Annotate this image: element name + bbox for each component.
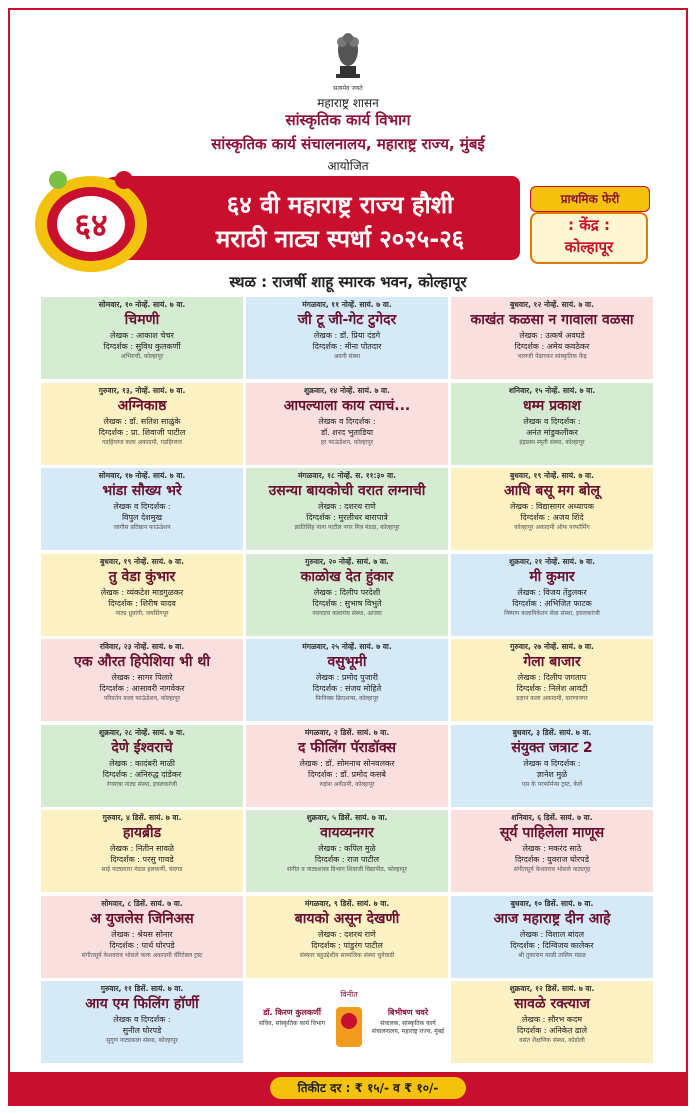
show-line-1: लेखक : कादंबरी माळी <box>109 758 175 768</box>
show-cell <box>40 296 244 380</box>
show-title: आज महाराष्ट्र दीन आहे <box>493 910 611 927</box>
show-date: सोमवार, १७ नोव्हें. सायं. ७ वा. <box>98 471 186 480</box>
show-line-1: लेखक : श्रेयस सोनार <box>111 929 173 939</box>
show-line-1: लेखक व दिग्दर्शक : <box>523 416 581 426</box>
show-organization: साई नाट्यधारा मंडळ हलकर्णी, चंदगड <box>101 866 183 873</box>
secretary-title: सचिव, सांस्कृतिक कार्य विभाग <box>258 1020 326 1027</box>
preliminary-round-badge: प्राथमिक फेरी <box>530 186 650 212</box>
director-name: बिभीषण चवरे <box>387 1008 429 1017</box>
show-date: गुरुवार, ४ डिसें. सायं. ७ वा. <box>102 813 182 822</box>
director-title: संचालक, सांस्कृतिक कार्य संचालनालय, महाराष्ट्र राज्य, मुंबई <box>371 1020 445 1035</box>
show-organization: कोल्हापूर अकादमी ऑफ परफॉर्मिंग <box>514 524 590 531</box>
show-line-2: दिग्दर्शक : पार्थ घोरपडे <box>109 940 175 950</box>
show-line-2: दिग्दर्शक : अनिकेत ढाले <box>516 1026 588 1035</box>
show-line-1: लेखक : सागर पिलारे <box>111 673 173 682</box>
show-cell <box>450 382 654 466</box>
show-cell <box>40 553 244 637</box>
show-organization: परिवर्तन कला फाऊंडेशन, कोल्हापूर <box>103 695 181 702</box>
show-date: मंगळवार, २५ नोव्हें. सायं. ७ वा. <box>302 642 392 651</box>
show-organization: रंगयात्रा नाट्य संस्था, इचलकरंजी <box>107 780 177 788</box>
show-cell <box>40 724 244 808</box>
show-title: काखंत कळसा न गावाला वळसा <box>470 312 634 328</box>
show-date: बुधवार, १९ नोव्हें. सायं. ७ वा. <box>510 471 594 480</box>
show-date: बुधवार, १० डिसें. सायं. ७ वा. <box>510 898 594 908</box>
show-organization: फिनिक्स क्रिएशन्स, कोल्हापूर <box>315 695 379 702</box>
show-organization: प्रज्ञान कला अकादमी, वारणानगर <box>516 695 588 702</box>
show-cell <box>245 382 449 466</box>
motto-text: सत्यमेव जयते <box>333 85 363 92</box>
show-cell <box>450 467 654 551</box>
show-title: देणे ईश्वराचे <box>111 739 173 756</box>
show-organization: इंद्रप्रस्थ स्मृती संस्था, कोल्हापूर <box>519 438 585 446</box>
show-cell <box>40 382 244 466</box>
show-date: बुधवार, १९ नोव्हें. सायं. ७ वा. <box>100 556 184 566</box>
show-line-2: विपुल देशमुख <box>121 513 163 522</box>
show-organization: संस्कार बहुउद्देशीय सामाजिक संस्था चुयेवाडी <box>299 951 395 959</box>
show-title: बायको असून देखणी <box>294 910 400 927</box>
show-title: तु वेडा कुंभार <box>108 568 176 585</box>
show-title: अग्निकाष्ठ <box>117 397 167 414</box>
show-cell <box>40 895 244 979</box>
show-organization: क्रांतिसिंह नाना पाटील नगर मित्र मंडळ, कोल्हापूर <box>294 524 400 531</box>
show-title: मी कुमार <box>529 568 575 585</box>
show-title: उसन्या बायकोची वरात लग्नाची <box>268 483 426 499</box>
show-title: वायव्यनगर <box>320 825 374 841</box>
show-cell <box>450 553 654 637</box>
show-organization: नाट्य ध्रुवांगी, जयसिंगपूर <box>115 609 169 617</box>
show-line-2: दिग्दर्शक : निलेश आवटी <box>516 684 588 693</box>
show-cell <box>450 638 654 722</box>
show-date: रविवार, २३ नोव्हें. सायं. ७ वा. <box>99 642 185 651</box>
ashoka-emblem-icon <box>328 26 368 86</box>
show-cell <box>245 724 449 808</box>
show-line-1: लेखक : सौरभ कदम <box>522 1015 582 1024</box>
show-title: वसुभूमी <box>327 654 367 670</box>
show-cell <box>450 980 654 1064</box>
show-organization: जागीस प्रतिष्ठान फाऊंडेशन <box>113 524 171 531</box>
show-line-2: दिग्दर्शक : अजय शिंदे <box>520 513 584 522</box>
show-title: गेला बाजार <box>523 654 581 670</box>
show-cell <box>245 467 449 551</box>
show-date: बुधवार, १२ नोव्हें. सायं. ७ वा. <box>510 300 594 309</box>
show-date: गुरुवार, १३, नोव्हें. सायं. ७ वा. <box>98 385 186 395</box>
show-line-2: दिग्दर्शक : मीना पोतदार <box>312 342 382 351</box>
show-cell <box>245 638 449 722</box>
show-cell <box>450 296 654 380</box>
department-logo-icon <box>332 1003 366 1055</box>
show-date: मंगळवार, २ डिसें. सायं. ७ वा. <box>304 727 390 737</box>
show-date: मंगळवार, ११ नोव्हें. सायं. ७ वा. <box>302 300 392 309</box>
show-line-2: दिग्दर्शक : राज पाटील <box>314 855 380 864</box>
show-title: आधि बसू मग बोलू <box>504 483 600 499</box>
center-label: : केंद्र : <box>568 216 610 234</box>
show-organization: नवनाटय कलामंच संस्था, आजरा <box>312 609 382 617</box>
show-line-1: लेखक : दशरथ राणे <box>318 929 376 939</box>
show-line-1: लेखक : डॉ. सोमनाथ सोनवलकर <box>299 758 395 768</box>
show-line-2: ज्ञानेश मुळे <box>536 769 568 779</box>
title-line-2: मराठी नाट्य स्पर्धा २०२५-२६ <box>215 225 465 253</box>
show-line-2: अनंत मांडुकलीकर <box>526 427 578 437</box>
show-line-1: लेखक : दिलीप परदेशी <box>313 587 381 597</box>
show-date: गुरुवार, २७ नोव्हें. सायं. ७ वा. <box>510 642 594 651</box>
show-line-1: लेखक : डॉ. सतिश साळुंके <box>103 416 181 426</box>
show-organization: वसंत शैक्षणिक संस्था, कोडोली <box>519 1037 585 1044</box>
show-organization: एस के परफॉर्मन्स ट्रस्ट, केर्ले <box>521 780 583 788</box>
officials-cell <box>245 980 449 1064</box>
show-line-1: लेखक : आकाश चेचर <box>110 331 174 340</box>
show-line-2: दिग्दर्शक : युवराज घोरपडे <box>515 855 589 864</box>
show-organization: हर फाऊंडेशन, कोल्हापूर <box>320 438 374 446</box>
show-line-1: लेखक : कपिल मुळे <box>318 844 376 853</box>
show-date: सोमवार, १० नोव्हें. सायं. ७ वा. <box>98 300 186 309</box>
show-line-2: दिग्दर्शक : सुभाष विभुते <box>312 598 382 608</box>
show-line-2: दिग्दर्शक : पांडुरंग पाटील <box>311 940 383 950</box>
show-line-1: लेखक : विजय तेंडुलकर <box>517 587 587 597</box>
show-line-2: दिग्दर्शक : आसावरी नागवेकर <box>99 684 185 693</box>
center-box <box>530 212 648 264</box>
directorate-title: सांस्कृतिक कार्य संचालनालय, महाराष्ट्र राज्य, मुंबई <box>211 135 485 153</box>
show-cell <box>40 809 244 893</box>
show-organization: निष्पाप कलानिकेतन सेवा संस्था, इचलकरंजी <box>504 609 600 617</box>
show-title: अ युजलेस जिनिअस <box>90 910 194 927</box>
logo-number: ६४ <box>74 206 108 244</box>
show-line-2: दिग्दर्शक : सुविध कुलकर्णी <box>103 342 181 351</box>
show-title: आय एम फिलिंग हॉर्णी <box>85 996 199 1012</box>
show-title: द फीलिंग पॅराडॉक्स <box>297 739 397 756</box>
show-line-2: दिग्दर्शक : डॉ. प्रमोद कसबे <box>308 769 386 779</box>
show-date: शुक्रवार, २८ नोव्हें. सायं. ७ वा. <box>99 727 185 737</box>
ticket-price: तिकीट दर : ₹ १५/- व ₹ १०/- <box>270 1077 466 1099</box>
show-title: आपल्याला काय त्याचं... <box>283 397 411 414</box>
show-line-2: दिग्दर्शक : मुरलीधर बारापात्रे <box>306 513 388 522</box>
show-cell <box>450 895 654 979</box>
show-cell <box>40 638 244 722</box>
show-organization: अवनी संस्था <box>333 353 361 360</box>
show-line-2: दिग्दर्शक : दिग्विजय कालेकर <box>510 940 594 950</box>
show-line-1: लेखक : उत्कर्ष अवघडे <box>519 331 585 340</box>
show-line-1: लेखक : विशाल बांदल <box>519 929 585 939</box>
show-date: गुरुवार, ११ डिसें. सायं. ७ वा. <box>100 984 184 993</box>
show-line-1: लेखक : विद्यासागर अध्यापक <box>510 502 594 511</box>
show-organization: संगीत व नाट्यशास्त्र विभाग शिवाजी विद्यापीठ, कोल्हापूर <box>287 866 407 873</box>
show-title: संयुक्त जत्राट 2 <box>511 739 593 756</box>
show-cell <box>40 467 244 551</box>
show-cell <box>450 724 654 808</box>
show-date: शुक्रवार, १४ नोव्हें. सायं. ७ वा. <box>304 385 390 395</box>
show-date: बुधवार, ३ डिसें. सायं. ७ वा. <box>512 727 592 737</box>
competition-logo-icon <box>28 170 154 274</box>
show-date: शुक्रवार, ५ डिसें. सायं. ७ वा. <box>306 813 388 822</box>
center-city: कोल्हापूर <box>564 238 614 256</box>
show-organization: रुद्रांश अकॅडमी, कोल्हापूर <box>319 780 375 788</box>
show-date: सोमवार, ८ डिसें. सायं. ७ वा. <box>101 898 183 908</box>
venue-line: स्थळ : राजर्षी शाहू स्मारक भवन, कोल्हापूर <box>229 273 467 291</box>
show-title: हायब्रीड <box>122 825 162 841</box>
show-line-2: दिग्दर्शक : अनिरुद्ध दांडेकर <box>102 769 182 779</box>
show-organization: गडहिंग्लज कला अकादमी, गडहिंग्लज <box>101 438 182 446</box>
show-line-1: लेखक व दिग्दर्शक : <box>318 416 376 426</box>
show-organization: संगीतसूर्य केशवराव भोसले नाट्यगृह <box>513 866 591 873</box>
show-cell <box>245 296 449 380</box>
show-cell <box>245 809 449 893</box>
show-date: शुक्रवार, १२ डिसें. सायं. ७ वा. <box>509 984 595 993</box>
department-title: सांस्कृतिक कार्य विभाग <box>285 111 411 129</box>
show-organization: भालजी पेंढारकर सांस्कृतिक केंद्र <box>517 353 587 360</box>
show-date: गुरुवार, २० नोव्हें. सायं. ७ वा. <box>305 556 389 566</box>
show-organization: संगीतसूर्य केशवराव भोसले कला अकादमी चॅरिटेबल ट्रस्ट <box>81 951 203 959</box>
show-cell <box>450 809 654 893</box>
show-title: चिमणी <box>124 312 160 328</box>
vinit-label: विनीत <box>340 990 358 999</box>
show-line-2: डॉ. शरद भुताडिया <box>320 427 374 437</box>
show-title: सूर्य पाहिलेला माणूस <box>499 825 605 841</box>
schedule-grid <box>40 296 656 1044</box>
show-line-1: लेखक : व्यंकटेश माडगुळकर <box>100 587 184 597</box>
show-line-2: दिग्दर्शक : शिरीष यादव <box>108 598 176 608</box>
show-line-1: लेखक व दिग्दर्शक : <box>113 1015 171 1024</box>
show-line-1: लेखक : मकरंद साठे <box>522 844 582 853</box>
show-date: मंगळवार, १८ नोव्हें. स. ११:३० वा. <box>298 471 396 480</box>
organized-label: आयोजित <box>327 159 369 173</box>
show-title: धम्म प्रकाश <box>523 397 581 414</box>
show-line-2: दिग्दर्शक : प्रा. शिवाजी पाटील <box>98 427 186 437</box>
show-cell <box>245 895 449 979</box>
show-organization: अभिरुची, कोल्हापूर <box>120 353 164 360</box>
show-title: भांडा सौख्य भरे <box>102 483 182 499</box>
show-line-2: दिग्दर्शक : अभिजित फाटक <box>512 598 592 608</box>
show-line-1: लेखक : नितीन सावळे <box>109 844 175 853</box>
show-line-2: दिग्दर्शक : अमेय कवठेकर <box>514 342 590 351</box>
show-title: काळोख देत हुंकार <box>300 568 394 585</box>
show-title: सावळे रक्त्याज <box>514 996 590 1012</box>
show-date: मंगळवार, ९ डिसें. सायं. ७ वा. <box>304 898 390 908</box>
show-title: जी टू जी-गेट टुगेदर <box>297 312 397 328</box>
show-date: शनिवार, १५ नोव्हें. सायं. ७ वा. <box>508 385 596 395</box>
show-line-2: सुनील घोरपडे <box>122 1026 162 1035</box>
show-line-1: लेखक : दिलीप जगताप <box>517 673 587 682</box>
show-organization: श्री तुकाराम माळी तालिम मंडळ <box>518 951 586 959</box>
show-organization: सुगुण नाट्यकला संस्था, कोल्हापूर <box>106 1037 178 1044</box>
government-label: महाराष्ट्र शासन <box>317 96 379 110</box>
show-cell <box>245 553 449 637</box>
show-cell <box>40 980 244 1064</box>
show-title: एक औरत हिपेशिया भी थी <box>74 654 210 670</box>
show-line-2: दिग्दर्शक : संजय मोहिते <box>312 684 382 693</box>
show-line-1: लेखक व दिग्दर्शक : <box>113 502 171 511</box>
show-line-2: दिग्दर्शक : परसु गावडे <box>110 855 174 864</box>
show-line-1: लेखक : प्रमोद पुजारी <box>316 673 378 682</box>
secretary-name: डॉ. किरण कुलकर्णी <box>263 1008 321 1017</box>
show-line-1: लेखक व दिग्दर्शक : <box>523 758 581 768</box>
title-line-1: ६४ वी महाराष्ट्र राज्य हौशी <box>226 191 454 219</box>
show-date: शनिवार, ६ डिसें. सायं. ७ वा. <box>511 813 593 822</box>
show-line-1: लेखक : डॉ. प्रिया दंडगे <box>313 331 381 340</box>
show-date: शुक्रवार, २१ नोव्हें. सायं. ७ वा. <box>509 556 595 566</box>
show-line-1: लेखक : दशरथ राणे <box>318 502 376 511</box>
